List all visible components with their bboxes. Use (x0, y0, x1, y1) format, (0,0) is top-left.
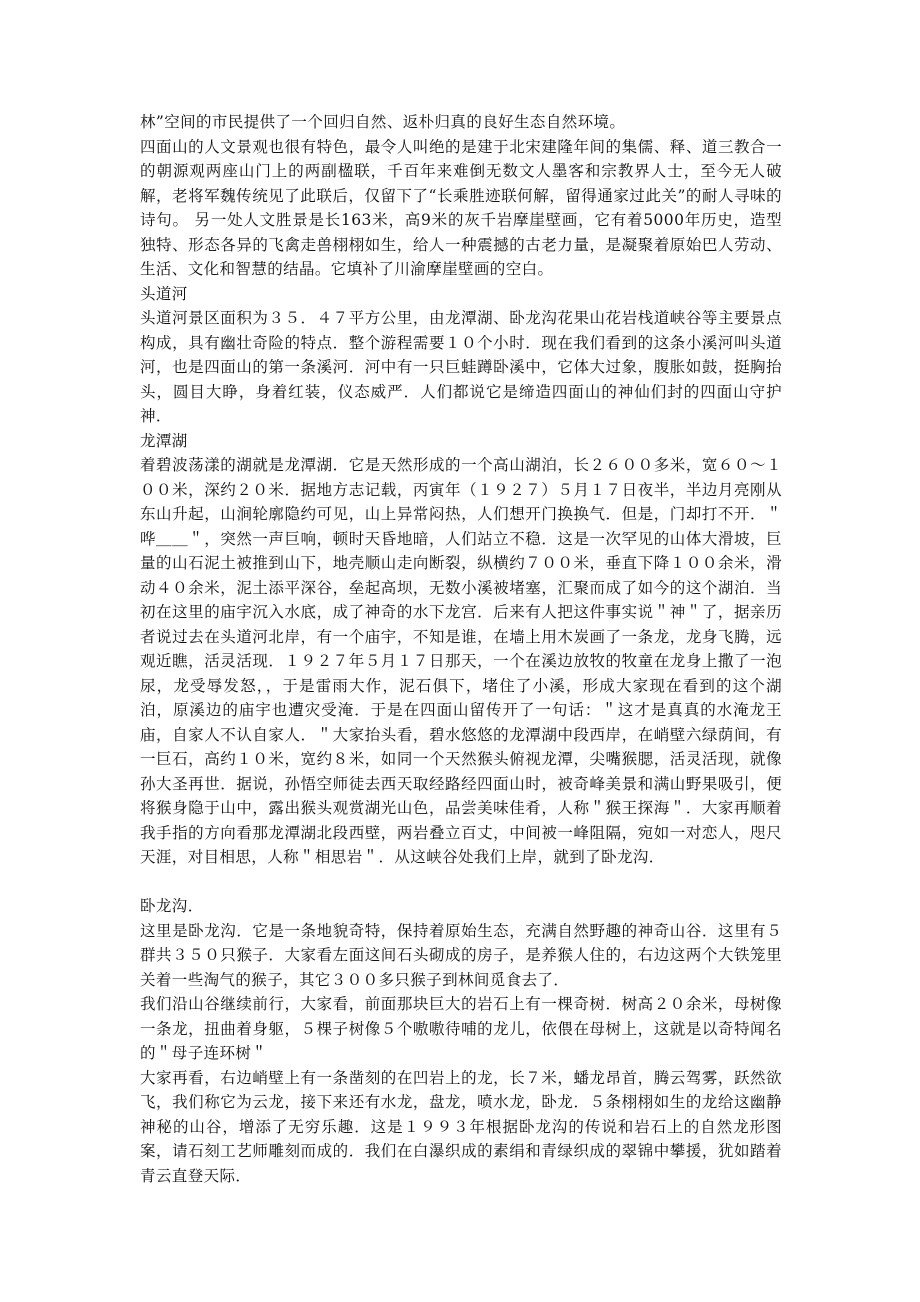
paragraph-toudaohe: 头道河景区面积为３５．４７平方公里，由龙潭湖、卧龙沟花果山花岩栈道峡谷等主要景点构成，具有幽壮奇险的特点．整个游程需要１０个小时．现在我们看到的这条小溪河叫头道河，也是四面山的第一条溪河．河中有一只巨蛙蹲卧溪中，它体大过象，腹胀如鼓，挺胸抬头，圆目大睁，身着红装，仪态威严．人们都说它是缔造四面山的神仙们封的四面山守护神． (140, 309, 782, 425)
blank-line (140, 870, 782, 895)
paragraph-wolonggou-monkeys: 这里是卧龙沟．它是一条地貌奇特，保持着原始生态，充满自然野趣的神奇山谷．这里有５群共３５０只猴子．大家看左面这间石头砌成的房子，是养猴人住的，右边这两个大铁笼里关着一些淘气的猴子，其它３００多只猴子到林间觅食去了． (140, 921, 782, 989)
paragraph-wolonggou-dragons: 大家再看，右边峭壁上有一条凿刻的在凹岩上的龙，长７米，蟠龙昂首，腾云驾雾，跃然欲飞，我们称它为云龙，接下来还有水龙，盘龙，喷水龙，卧龙．５条栩栩如生的龙给这幽静神秘的山谷，增添了无穷乐趣．这是１９９３年根据卧龙沟的传说和岩石上的自然龙形图案，请石刻工艺师雕刻而成的．我们在白瀑织成的素绢和青绿织成的翠锦中攀援，犹如踏着青云直登天际． (140, 1068, 782, 1185)
paragraph-humanities: 四面山的人文景观也很有特色，最令人叫绝的是建于北宋建隆年间的集儒、释、道三教合一的朝源观两座山门上的两副楹联，千百年来难倒无数文人墨客和宗教界人士，至今无人破解，老将军魏传统见了此联后，仅留下了“长乘胜迹联何解，留得通家过此关”的耐人寻味的诗句。 另一处人文胜景是长163米，高9米的灰千岩摩崖壁画，它有着5000年历史，造型独特、形态各异的飞禽走兽栩栩如生，给人一种震撼的古老力量，是凝聚着原始巴人劳动、生活、文化和智慧的结晶。它填补了川渝摩崖壁画的空白。 (140, 137, 782, 278)
paragraph-intro-end: 林”空间的市民提供了一个回归自然、返朴归真的良好生态自然环境。 (140, 113, 626, 131)
heading-wolonggou: 卧龙沟． (140, 897, 204, 915)
document-page (140, 110, 782, 1188)
paragraph-longtanhu: 着碧波荡漾的湖就是龙潭湖．它是天然形成的一个高山湖泊，长２６００多米，宽６０～１００米，深约２０米．据地方志记载，丙寅年（１９２７）５月１７日夜半，半边月亮刚从东山升起，山涧轮廓隐约可见，山上异常闷热，人们想开门换换气．但是，门却打不开．＂哗＿＿＂，突然一声巨响，顿时天昏地暗，人们站立不稳．这是一次罕见的山体大滑坡，巨量的山石泥土被推到山下，地壳顺山走向断裂，纵横约７００米，垂直下降１００余米，滑动４０余米，泥土添平深谷，垒起高坝，无数小溪被堵塞，汇聚而成了如今的这个湖泊．当初在这里的庙宇沉入水底，成了神奇的水下龙宫．后来有人把这件事实说＂神＂了，据亲历者说过去在头道河北岸，有一个庙宇，不知是谁，在墙上用木炭画了一条龙，龙身飞腾，远观近瞧，活灵活现．１９２７年５月１７日那天，一个在溪边放牧的牧童在龙身上撒了一泡尿，龙受辱发怒，，于是雷雨大作，泥石俱下，堵住了小溪，形成大家现在看到的这个湖泊，原溪边的庙宇也遭灾受淹．于是在四面山留传开了一句话：＂这才是真真的水淹龙王庙，自家人不认自家人．＂大家抬头看，碧水悠悠的龙潭湖中段西岸，在峭壁六绿荫间，有一巨石，高约１０米，宽约８米，如同一个天然猴头俯视龙潭，尖嘴猴腮，活灵活现，就像孙大圣再世．据说，孙悟空师徒去西天取经路经四面山时，被奇峰美景和满山野果吸引，便将猴身隐于山中，露出猴头观赏湖光山色，品尝美味佳肴，人称＂猴王探海＂．大家再顺着我手指的方向看那龙潭湖北段西壁，两岩叠立百丈，中间被一峰阻隔，宛如一对恋人，咫尺天涯，对目相思，人称＂相思岩＂．从这峡谷处我们上岸，就到了卧龙沟． (140, 456, 782, 866)
paragraph-wolonggou-tree: 我们沿山谷继续前行，大家看，前面那块巨大的岩石上有一棵奇树．树高２０余米，母树像一条龙，扭曲着身躯，５棵子树像５个嗷嗷待哺的龙儿，依偎在母树上，这就是以奇特闻名的＂母子连环树＂ (140, 995, 782, 1062)
heading-toudaohe: 头道河 (140, 284, 188, 303)
heading-longtanhu: 龙潭湖 (140, 431, 188, 450)
